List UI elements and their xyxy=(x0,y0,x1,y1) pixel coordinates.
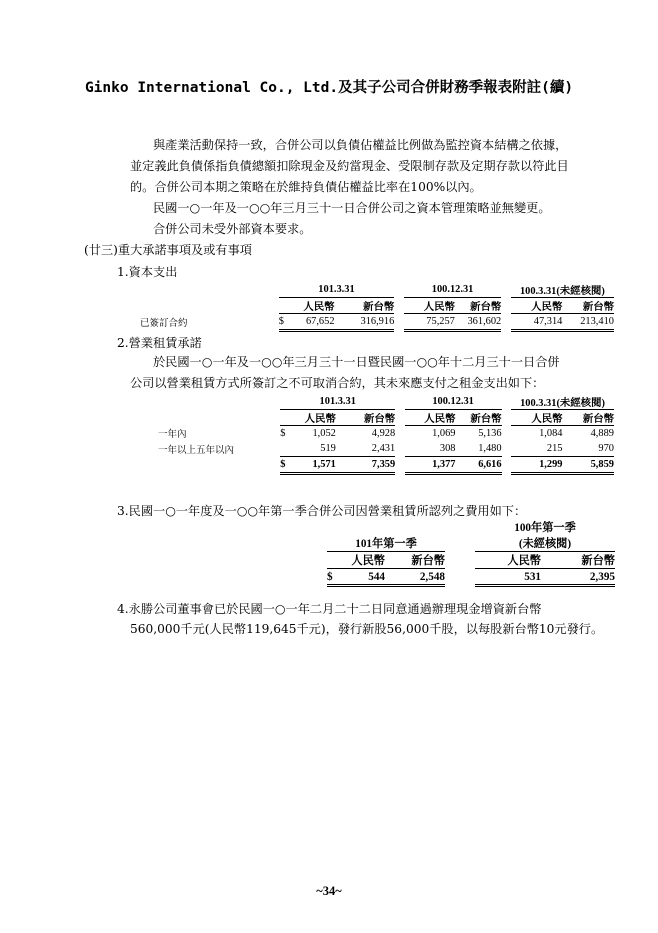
capital-line-3: 的。合併公司本期之策略在於維持負債佔權益比率在100%以內。 xyxy=(130,180,482,194)
lease-line-1: 於民國一○一年及一○○年三月三十一日暨民國一○○年十二月三十一日合併 xyxy=(153,355,560,369)
lease-row-2-value-1: 519 xyxy=(280,441,336,457)
page-number: ~34~ xyxy=(316,884,342,898)
lease-currency-4: 新台幣 xyxy=(455,410,501,426)
capex-currency-2: 新台幣 xyxy=(335,298,395,314)
lease-row-1-dollar: $ xyxy=(280,428,286,439)
capex-period-1: 101.3.31 xyxy=(279,282,395,298)
expense-value-3: 531 xyxy=(475,569,541,586)
lease-line-2: 公司以營業租賃方式所簽訂之不可取消合約，其未來應支付之租金支出如下： xyxy=(130,376,545,390)
capex-table xyxy=(140,282,614,332)
item1-heading: 1.資本支出 xyxy=(117,265,178,279)
item3-heading: 3.民國一○一年度及一○○年第一季合併公司因營業租賃所認列之費用如下： xyxy=(117,504,527,518)
capex-currency-1: 人民幣 xyxy=(279,298,335,314)
lease-row-1-value-2: 4,928 xyxy=(371,428,396,439)
expense-value-1: $ 544 xyxy=(327,569,385,586)
lease-currency-5: 人民幣 xyxy=(511,410,562,426)
capex-period-3: 100.3.31(未經核閱) xyxy=(511,282,614,298)
lease-total-value-4: 6,616 xyxy=(455,457,501,474)
capex-value-1: $ 67,652 xyxy=(279,314,335,331)
lease-row-2-value-3: 308 xyxy=(405,441,456,457)
lease-row-1-value-6: 4,889 xyxy=(590,428,614,439)
capital-line-4: 民國一○一年及一○○年三月三十一日合併公司之資本管理策略並無變更。 xyxy=(153,201,551,215)
lease-currency-2: 新台幣 xyxy=(336,410,395,426)
capital-line-2: 並定義此負債係指負債總額扣除現金及約當現金、受限制存款及定期存款以符此目 xyxy=(130,159,569,173)
lease-row-1-value-4: 5,136 xyxy=(478,428,502,439)
expense-value-2: 2,548 xyxy=(385,569,445,586)
capital-increase-line-1: 4.永勝公司董事會已於民國一○一年二月二十二日同意通過辦理現金增資新台幣 xyxy=(117,602,542,616)
capex-row-label: 已簽訂合約 xyxy=(140,318,188,329)
lease-row-2-label: 一年以上五年以內 xyxy=(158,444,235,456)
expense-period-2-line-2: (未經核閱) xyxy=(475,535,615,552)
lease-period-1: 101.3.31 xyxy=(280,394,395,410)
lease-total-value-2: 7,359 xyxy=(336,457,395,474)
lease-total-value-6: 5,859 xyxy=(562,457,614,474)
expense-value-4: 2,395 xyxy=(541,569,615,586)
capex-value-6: 213,410 xyxy=(562,314,614,331)
lease-row-1-value-3: 1,069 xyxy=(432,428,456,439)
expense-period-2-line-1: 100年第一季 xyxy=(514,522,576,534)
expense-dollar-sign: $ xyxy=(327,570,333,583)
capex-value-2: 316,916 xyxy=(335,314,395,331)
expense-currency-3: 人民幣 xyxy=(475,552,541,569)
lease-period-2: 100.12.31 xyxy=(405,394,502,410)
item2-heading: 2.營業租賃承諾 xyxy=(117,336,202,350)
lease-total-dollar: $ xyxy=(280,459,286,470)
lease-currency-3: 人民幣 xyxy=(405,410,456,426)
capex-value-5: 47,314 xyxy=(511,314,563,331)
capex-currency-6: 新台幣 xyxy=(562,298,614,314)
lease-row-2-value-4: 1,480 xyxy=(455,441,501,457)
capital-line-5: 合併公司未受外部資本要求。 xyxy=(153,222,312,236)
capex-dollar-sign: $ xyxy=(278,316,284,327)
expense-currency-1: 人民幣 xyxy=(327,552,385,569)
lease-total-value-3: 1,377 xyxy=(405,457,456,474)
capex-currency-5: 人民幣 xyxy=(511,298,563,314)
lease-row-1-value-1: $ 1,052 xyxy=(280,428,336,439)
lease-expense-table xyxy=(327,519,615,587)
expense-currency-2: 新台幣 xyxy=(385,552,445,569)
capital-increase-line-2: 560,000千元(人民幣119,645千元)，發行新股56,000千股，以每股新台幣10元發行。 xyxy=(130,622,604,636)
lease-total-value-5: 1,299 xyxy=(511,457,562,474)
capex-value-3: 75,257 xyxy=(404,314,455,331)
capex-period-2: 100.12.31 xyxy=(404,282,501,298)
lease-row-1-value-5: 1,084 xyxy=(539,428,563,439)
lease-period-3: 100.3.31(未經核閱) xyxy=(511,394,614,410)
lease-row-1-label: 一年內 xyxy=(158,429,187,441)
page-title: Ginko International Co., Ltd.及其子公司合併財務季報表附註(續) xyxy=(84,80,574,96)
capex-currency-3: 人民幣 xyxy=(404,298,455,314)
lease-row-2-value-2: 2,431 xyxy=(336,441,395,457)
lease-currency-6: 新台幣 xyxy=(562,410,614,426)
lease-currency-1: 人民幣 xyxy=(280,410,336,426)
lease-table xyxy=(140,394,614,475)
capital-line-1: 與產業活動保持一致，合併公司以負債佔權益比例做為監控資本結構之依據， xyxy=(153,138,568,152)
section-heading: (廿三)重大承諾事項及或有事項 xyxy=(84,243,252,257)
capex-currency-4: 新台幣 xyxy=(455,298,501,314)
lease-row-2-value-5: 215 xyxy=(511,441,562,457)
lease-row-2-value-6: 970 xyxy=(562,441,614,457)
capex-value-4: 361,602 xyxy=(455,314,501,331)
expense-period-1: 101年第一季 xyxy=(327,535,445,552)
expense-currency-4: 新台幣 xyxy=(541,552,615,569)
lease-total-value-1: $ 1,571 xyxy=(280,457,336,474)
